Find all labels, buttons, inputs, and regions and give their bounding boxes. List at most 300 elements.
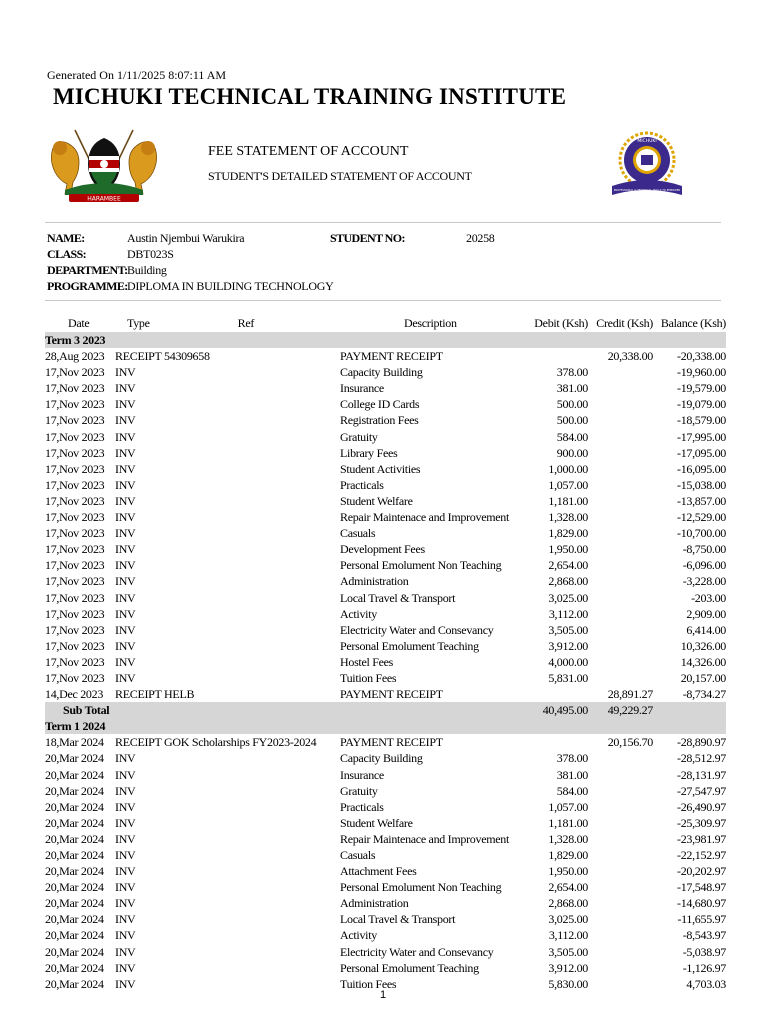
cell-balance: -28,512.97: [677, 751, 726, 766]
table-row: [45, 783, 726, 799]
header-type: Type: [127, 315, 150, 330]
cell-debit: [518, 686, 588, 702]
cell-date: 17,Nov 2023: [45, 461, 105, 476]
cell-balance: -17,548.97: [677, 880, 726, 895]
cell-debit: 500.00: [556, 413, 588, 428]
cell-type: INV: [115, 638, 136, 653]
programme-label: PROGRAMME:: [47, 279, 128, 293]
cell-credit: [588, 799, 653, 815]
cell-credit: [588, 750, 653, 766]
cell-credit: [588, 541, 653, 557]
cell-debit: 1,328.00: [548, 831, 588, 846]
cell-debit: 2,868.00: [548, 896, 588, 911]
cell-credit: [588, 927, 653, 943]
cell-type: INV: [115, 365, 136, 380]
cell-date: 20,Mar 2024: [45, 928, 104, 943]
cell-debit: 500.00: [556, 397, 588, 412]
cell-type: INV: [115, 654, 136, 669]
cell-debit: 2,654.00: [548, 880, 588, 895]
cell-type: INV: [115, 493, 136, 508]
cell-date: 20,Mar 2024: [45, 864, 104, 879]
statement-subtitle: STUDENT'S DETAILED STATEMENT OF ACCOUNT: [208, 169, 472, 183]
cell-type: INV: [115, 799, 136, 814]
cell-description: Library Fees: [340, 445, 398, 460]
cell-credit: [588, 429, 653, 445]
cell-debit: 378.00: [556, 751, 588, 766]
header-type-ref: [115, 314, 340, 332]
table-row: [45, 590, 726, 606]
table-row: [45, 927, 726, 943]
cell-credit: [588, 477, 653, 493]
cell-balance: -11,655.97: [677, 912, 726, 927]
cell-balance: 6,414.00: [686, 622, 726, 637]
cell-balance: -20,338.00: [677, 349, 726, 364]
crest-motto: HARAMBEE: [87, 195, 121, 203]
cell-type: INV: [115, 477, 136, 492]
cell-description: Development Fees: [340, 542, 425, 557]
table-row: [45, 815, 726, 831]
table-row: [45, 799, 726, 815]
cell-credit: [588, 767, 653, 783]
cell-debit: 900.00: [556, 445, 588, 460]
cell-balance: -8,543.97: [682, 928, 726, 943]
cell-date: 17,Nov 2023: [45, 590, 105, 605]
table-header-row: [45, 314, 726, 332]
cell-balance: -13,857.00: [677, 493, 726, 508]
table-row: [45, 348, 726, 364]
cell-date: 20,Mar 2024: [45, 783, 104, 798]
cell-debit: [518, 348, 588, 364]
cell-balance: 10,326.00: [680, 638, 726, 653]
table-row: [45, 477, 726, 493]
cell-debit: 381.00: [556, 767, 588, 782]
logo-name: MICHUKI: [637, 139, 657, 144]
cell-type: INV: [115, 590, 136, 605]
table-row: [45, 638, 726, 654]
logo-tagline: PROFESSIONAL & TECHNICAL SKILLS TO EMPOWER: [613, 189, 681, 192]
cell-balance: -1,126.97: [682, 960, 726, 975]
student-class: DBT023S: [127, 247, 174, 261]
cell-credit: [588, 879, 653, 895]
cell-balance: -22,152.97: [677, 848, 726, 862]
cell-type: INV: [115, 542, 136, 557]
cell-debit: 381.00: [556, 381, 588, 396]
cell-balance: -10,700.00: [677, 526, 726, 541]
cell-description: Practicals: [340, 799, 384, 814]
cell-balance: 2,909.00: [686, 606, 726, 621]
cell-description: Personal Emolument Teaching: [340, 638, 479, 653]
cell-debit: 3,912.00: [548, 960, 588, 975]
table-row: [45, 750, 726, 766]
cell-type: INV: [115, 526, 136, 541]
cell-debit: 3,025.00: [548, 912, 588, 927]
cell-description: Electricity Water and Consevancy: [340, 944, 494, 959]
institute-logo-icon: [608, 130, 686, 202]
cell-balance: -12,529.00: [677, 510, 726, 525]
cell-credit: [588, 525, 653, 541]
cell-type: INV: [115, 397, 136, 412]
cell-date: 17,Nov 2023: [45, 638, 105, 653]
cell-description: Activity: [340, 928, 377, 943]
cell-description: Student Welfare: [340, 493, 413, 508]
cell-date: 17,Nov 2023: [45, 574, 105, 589]
cell-type: INV: [115, 381, 136, 396]
table-row: [45, 895, 726, 911]
table-row: [45, 541, 726, 557]
cell-description: PAYMENT RECEIPT: [340, 735, 443, 750]
cell-type: INV: [115, 445, 136, 460]
cell-description: PAYMENT RECEIPT: [340, 349, 443, 364]
cell-balance: -27,547.97: [677, 783, 726, 798]
cell-type: INV: [115, 815, 136, 830]
cell-debit: 584.00: [556, 783, 588, 798]
cell-type: INV: [115, 880, 136, 895]
cell-date: 17,Nov 2023: [45, 429, 105, 444]
cell-description: Repair Maintenace and Improvement: [340, 831, 510, 846]
cell-debit: 1,057.00: [548, 477, 588, 492]
cell-balance: -14,680.97: [677, 896, 726, 911]
cell-type: INV: [115, 783, 136, 798]
cell-balance: -18,579.00: [677, 413, 726, 428]
cell-description: PAYMENT RECEIPT: [340, 687, 443, 702]
cell-description: Capacity Building: [340, 751, 423, 766]
cell-debit: 3,505.00: [548, 944, 588, 959]
cell-date: 20,Mar 2024: [45, 896, 104, 911]
cell-description: Local Travel & Transport: [340, 912, 456, 927]
cell-credit: [588, 783, 653, 799]
cell-balance: 14,326.00: [680, 654, 726, 669]
cell-balance: -20,202.97: [677, 864, 726, 879]
cell-balance: -6,096.00: [682, 558, 726, 573]
cell-debit: 1,181.00: [548, 493, 588, 508]
cell-description: Personal Emolument Non Teaching: [340, 880, 502, 895]
section-header: [45, 332, 726, 348]
cell-type: INV: [115, 976, 136, 991]
cell-date: 17,Nov 2023: [45, 526, 105, 541]
name-label: NAME:: [47, 231, 85, 245]
cell-debit: 1,000.00: [548, 461, 588, 476]
cell-description: Repair Maintenace and Improvement: [340, 510, 510, 525]
cell-credit: [588, 606, 653, 622]
cell-date: 20,Mar 2024: [45, 944, 104, 959]
student-number: 20258: [466, 231, 495, 245]
department-label: DEPARTMENT:: [47, 263, 128, 277]
cell-description: Gratuity: [340, 429, 378, 444]
cell-description: Personal Emolument Teaching: [340, 960, 479, 975]
cell-description: Student Welfare: [340, 815, 413, 830]
table-row: [45, 380, 726, 396]
cell-balance: -17,995.00: [677, 429, 726, 444]
cell-balance: -203.00: [691, 590, 726, 605]
table-row: [45, 396, 726, 412]
cell-credit: [588, 654, 653, 670]
table-row: [45, 461, 726, 477]
divider-top: [45, 222, 721, 223]
subtotal-balance: [653, 702, 726, 718]
cell-type: INV: [115, 558, 136, 573]
cell-date: 17,Nov 2023: [45, 381, 105, 396]
header-credit: Credit (Ksh): [596, 315, 653, 330]
cell-debit: 3,112.00: [548, 606, 588, 621]
cell-description: Capacity Building: [340, 365, 423, 380]
cell-credit: [588, 815, 653, 831]
cell-debit: 3,505.00: [548, 622, 588, 637]
student-name: Austin Njembui Warukira: [127, 231, 245, 245]
cell-description: College ID Cards: [340, 397, 420, 412]
statement-title: FEE STATEMENT OF ACCOUNT: [208, 144, 409, 159]
cell-type: INV: [115, 864, 136, 879]
cell-credit: [588, 831, 653, 847]
cell-credit: [588, 461, 653, 477]
cell-date: 17,Nov 2023: [45, 670, 105, 685]
subtotal-label: Sub Total: [45, 702, 518, 718]
cell-description: Local Travel & Transport: [340, 590, 456, 605]
cell-credit: [588, 863, 653, 879]
cell-description: Tuition Fees: [340, 976, 397, 991]
class-label: CLASS:: [47, 247, 87, 261]
section-title: Term 3 2023: [45, 332, 726, 348]
cell-type: RECEIPT 54309658: [115, 349, 210, 364]
student-programme: DIPLOMA IN BUILDING TECHNOLOGY: [127, 279, 334, 293]
cell-description: Activity: [340, 606, 377, 621]
cell-description: Electricity Water and Consevancy: [340, 622, 494, 637]
cell-balance: -16,095.00: [677, 461, 726, 476]
cell-debit: 378.00: [556, 365, 588, 380]
cell-description: Hostel Fees: [340, 654, 394, 669]
cell-balance: -28,131.97: [677, 767, 726, 782]
transactions-table: [45, 314, 726, 992]
subtotal-debit: 40,495.00: [518, 702, 588, 718]
table-row: [45, 445, 726, 461]
cell-debit: 1,057.00: [548, 799, 588, 814]
cell-debit: 5,830.00: [548, 976, 588, 991]
cell-credit: 20,338.00: [607, 349, 653, 364]
table-row: [45, 606, 726, 622]
transactions-body: [45, 332, 726, 992]
cell-debit: 1,829.00: [548, 848, 588, 862]
cell-credit: [588, 493, 653, 509]
cell-credit: [588, 622, 653, 638]
cell-date: 14,Dec 2023: [45, 687, 104, 702]
cell-date: 20,Mar 2024: [45, 912, 104, 927]
cell-credit: [588, 557, 653, 573]
cell-balance: 4,703.03: [686, 976, 726, 991]
cell-balance: -28,890.97: [677, 735, 726, 750]
cell-date: 20,Mar 2024: [45, 815, 104, 830]
cell-balance: -15,038.00: [677, 477, 726, 492]
cell-date: 20,Mar 2024: [45, 976, 104, 991]
cell-type: INV: [115, 831, 136, 846]
cell-date: 17,Nov 2023: [45, 542, 105, 557]
table-row: [45, 622, 726, 638]
cell-debit: 2,868.00: [548, 574, 588, 589]
header-ref: Ref: [237, 315, 255, 330]
cell-credit: [588, 960, 653, 976]
cell-date: 17,Nov 2023: [45, 445, 105, 460]
table-row: [45, 654, 726, 670]
cell-type: INV: [115, 767, 136, 782]
cell-description: Administration: [340, 896, 409, 911]
cell-debit: 3,112.00: [548, 928, 588, 943]
student-no-label: STUDENT NO:: [330, 231, 405, 245]
cell-balance: -8,734.27: [682, 687, 726, 702]
cell-balance: -5,038.97: [682, 944, 726, 959]
table-row: [45, 557, 726, 573]
cell-debit: 3,912.00: [548, 638, 588, 653]
coat-of-arms-icon: [45, 126, 163, 204]
cell-description: Casuals: [340, 848, 376, 862]
cell-date: 17,Nov 2023: [45, 654, 105, 669]
cell-balance: -8,750.00: [682, 542, 726, 557]
cell-type: RECEIPT HELB: [115, 687, 195, 702]
table-row: [45, 847, 726, 863]
cell-credit: [588, 396, 653, 412]
cell-type: INV: [115, 944, 136, 959]
section-header: [45, 718, 726, 734]
table-row: [45, 493, 726, 509]
table-row: [45, 525, 726, 541]
cell-date: 17,Nov 2023: [45, 558, 105, 573]
cell-date: 18,Mar 2024: [45, 735, 104, 750]
table-row: [45, 670, 726, 686]
cell-date: 17,Nov 2023: [45, 477, 105, 492]
cell-date: 17,Nov 2023: [45, 413, 105, 428]
divider-info: [45, 300, 721, 301]
subtotal-row: [45, 702, 726, 718]
cell-date: 20,Mar 2024: [45, 767, 104, 782]
cell-balance: -3,228.00: [682, 574, 726, 589]
cell-credit: [588, 509, 653, 525]
cell-description: Gratuity: [340, 783, 378, 798]
cell-debit: 584.00: [556, 429, 588, 444]
cell-description: Attachment Fees: [340, 864, 417, 879]
cell-date: 17,Nov 2023: [45, 622, 105, 637]
cell-debit: 2,654.00: [548, 558, 588, 573]
table-row: [45, 831, 726, 847]
cell-date: 20,Mar 2024: [45, 831, 104, 846]
cell-debit: 3,025.00: [548, 590, 588, 605]
cell-date: 20,Mar 2024: [45, 751, 104, 766]
cell-type: INV: [115, 896, 136, 911]
subtotal-credit: 49,229.27: [588, 702, 653, 718]
table-row: [45, 509, 726, 525]
cell-balance: 20,157.00: [680, 670, 726, 685]
cell-balance: -19,960.00: [677, 365, 726, 380]
cell-type: INV: [115, 461, 136, 476]
cell-type: RECEIPT GOK Scholarships FY2023-2024: [115, 735, 317, 750]
cell-description: Student Activities: [340, 461, 421, 476]
table-row: [45, 364, 726, 380]
cell-balance: -23,981.97: [677, 831, 726, 846]
table-row: [45, 734, 726, 750]
cell-debit: 1,950.00: [548, 864, 588, 879]
table-row: [45, 412, 726, 428]
cell-type: INV: [115, 606, 136, 621]
header-balance: Balance (Ksh): [660, 315, 726, 330]
cell-credit: 20,156.70: [607, 735, 653, 750]
cell-date: 20,Mar 2024: [45, 960, 104, 975]
cell-description: Insurance: [340, 767, 384, 782]
cell-debit: 1,328.00: [548, 510, 588, 525]
cell-type: INV: [115, 751, 136, 766]
cell-debit: 4,000.00: [548, 654, 588, 669]
cell-type: INV: [115, 960, 136, 975]
table-row: [45, 767, 726, 783]
cell-type: INV: [115, 574, 136, 589]
header-description: Description: [404, 315, 457, 330]
cell-type: INV: [115, 848, 136, 862]
table-row: [45, 686, 726, 702]
institute-name: MICHUKI TECHNICAL TRAINING INSTITUTE: [53, 84, 567, 109]
table-row: [45, 863, 726, 879]
student-department: Building: [127, 263, 167, 277]
cell-type: INV: [115, 670, 136, 685]
cell-balance: -17,095.00: [677, 445, 726, 460]
header-debit: Debit (Ksh): [534, 315, 588, 330]
cell-credit: [588, 847, 653, 863]
cell-type: INV: [115, 429, 136, 444]
cell-credit: [588, 364, 653, 380]
cell-debit: 1,181.00: [548, 815, 588, 830]
cell-description: Personal Emolument Non Teaching: [340, 558, 502, 573]
cell-date: 17,Nov 2023: [45, 606, 105, 621]
table-row: [45, 911, 726, 927]
cell-description: Casuals: [340, 526, 376, 541]
cell-description: Registration Fees: [340, 413, 419, 428]
cell-date: 17,Nov 2023: [45, 397, 105, 412]
cell-description: Practicals: [340, 477, 384, 492]
cell-description: Administration: [340, 574, 409, 589]
cell-credit: 28,891.27: [607, 687, 653, 702]
cell-description: Insurance: [340, 381, 384, 396]
cell-debit: 5,831.00: [548, 670, 588, 685]
cell-balance: -19,579.00: [677, 381, 726, 396]
header-date: Date: [68, 315, 90, 330]
table-row: [45, 573, 726, 589]
cell-credit: [588, 911, 653, 927]
cell-type: INV: [115, 413, 136, 428]
cell-credit: [588, 670, 653, 686]
cell-date: 28,Aug 2023: [45, 349, 105, 364]
cell-date: 17,Nov 2023: [45, 365, 105, 380]
page-number: 1: [380, 989, 387, 1001]
cell-debit: [518, 734, 588, 750]
cell-credit: [588, 944, 653, 960]
cell-description: Tuition Fees: [340, 670, 397, 685]
section-title: Term 1 2024: [45, 718, 726, 734]
cell-credit: [588, 976, 653, 992]
cell-credit: [588, 445, 653, 461]
table-row: [45, 960, 726, 976]
cell-date: 17,Nov 2023: [45, 493, 105, 508]
cell-date: 20,Mar 2024: [45, 848, 104, 862]
table-row: [45, 879, 726, 895]
cell-type: INV: [115, 912, 136, 927]
cell-debit: 1,950.00: [548, 542, 588, 557]
cell-type: INV: [115, 928, 136, 943]
generated-timestamp: Generated On 1/11/2025 8:07:11 AM: [47, 68, 227, 82]
cell-credit: [588, 412, 653, 428]
cell-date: 20,Mar 2024: [45, 799, 104, 814]
cell-date: 20,Mar 2024: [45, 880, 104, 895]
cell-balance: -25,309.97: [677, 815, 726, 830]
cell-date: 17,Nov 2023: [45, 510, 105, 525]
cell-balance: -26,490.97: [677, 799, 726, 814]
cell-type: INV: [115, 510, 136, 525]
cell-type: INV: [115, 622, 136, 637]
cell-balance: -19,079.00: [677, 397, 726, 412]
cell-credit: [588, 573, 653, 589]
